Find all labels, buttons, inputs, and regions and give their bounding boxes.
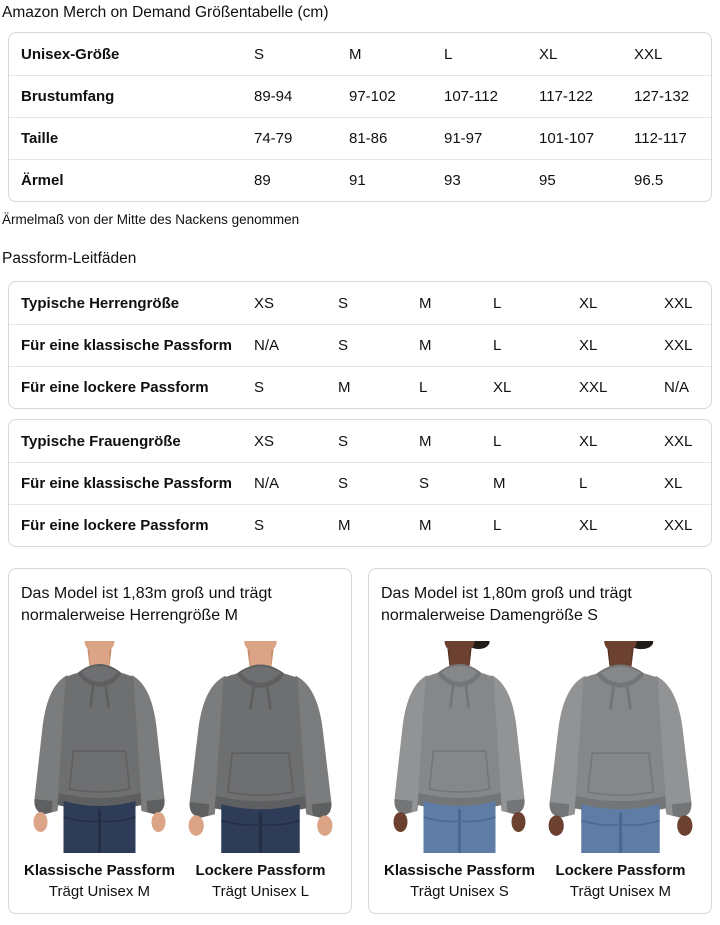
table-row-sleeve — [9, 159, 711, 201]
hoodie-model-illustration — [21, 641, 178, 853]
table-header-row — [9, 420, 711, 462]
cell: M — [493, 462, 579, 504]
cell: M — [338, 366, 419, 408]
hoodie-model-illustration — [182, 641, 339, 853]
model-description: Das Model ist 1,83m groß und trägt normalerweise Herrengröße M — [21, 585, 272, 624]
cell: 95 — [539, 159, 634, 201]
cell: 101-107 — [539, 117, 634, 159]
cell: S — [254, 504, 338, 546]
size-col-header: M — [419, 432, 432, 450]
row-label: Für eine lockere Passform — [9, 366, 254, 408]
model-figures — [381, 641, 699, 903]
cell: XXL — [664, 324, 711, 366]
cell: XL — [579, 324, 664, 366]
table-row-loose-fit — [9, 366, 711, 408]
size-col-header: S — [338, 294, 349, 312]
cell: XL — [664, 462, 711, 504]
model-photo-man-classic — [21, 641, 178, 853]
figure-classic-fit — [381, 641, 538, 903]
cell: 81-86 — [349, 117, 444, 159]
cell: M — [419, 504, 493, 546]
cell: S — [338, 462, 419, 504]
female-model-card — [368, 568, 712, 914]
table-row-classic-fit — [9, 324, 711, 366]
row-label: Taille — [9, 117, 254, 159]
size-col-header: L — [493, 294, 502, 312]
cell: M — [419, 324, 493, 366]
model-description: Das Model ist 1,80m groß und trägt normalerweise Damengröße S — [381, 585, 632, 624]
figure-loose-fit — [542, 641, 699, 903]
size-col-header: XS — [254, 294, 275, 312]
size-caption: Trägt Unisex M — [569, 883, 672, 900]
cell: 96.5 — [634, 159, 711, 201]
male-model-card — [8, 568, 352, 914]
figure-loose-fit — [182, 641, 339, 903]
table-row-loose-fit — [9, 504, 711, 546]
row-label: Brustumfang — [9, 75, 254, 117]
model-photo-woman-classic — [381, 641, 538, 853]
cell: S — [254, 366, 338, 408]
fit-caption: Lockere Passform — [195, 862, 326, 879]
womens-fit-table — [8, 419, 712, 547]
cell: 127-132 — [634, 75, 711, 117]
column-header-label: Unisex-Größe — [21, 45, 120, 63]
cell: XXL — [664, 504, 711, 546]
table-header-row — [9, 282, 711, 324]
row-label: Für eine lockere Passform — [9, 504, 254, 546]
size-col-header: XL — [539, 45, 558, 63]
cell: S — [338, 324, 419, 366]
size-col-header: XS — [254, 432, 275, 450]
size-caption: Trägt Unisex L — [212, 883, 309, 900]
column-header-label: Typische Herrengröße — [21, 294, 180, 312]
table-row-waist — [9, 117, 711, 159]
cell: L — [493, 324, 579, 366]
hoodie-model-illustration — [542, 641, 699, 853]
cell: XXL — [579, 366, 664, 408]
cell: N/A — [664, 366, 711, 408]
model-photo-woman-loose — [542, 641, 699, 853]
cell: 91 — [349, 159, 444, 201]
size-col-header: XL — [579, 432, 598, 450]
cell: 117-122 — [539, 75, 634, 117]
size-caption: Trägt Unisex S — [410, 883, 509, 900]
row-label: Ärmel — [9, 159, 254, 201]
table-header-row — [9, 33, 711, 75]
size-col-header: S — [254, 45, 265, 63]
cell: 93 — [444, 159, 539, 201]
fit-guides-heading: Passform-Leitfäden — [2, 250, 137, 267]
size-col-header: XXL — [664, 294, 693, 312]
cell: XL — [579, 504, 664, 546]
size-col-header: L — [493, 432, 502, 450]
cell: 91-97 — [444, 117, 539, 159]
cell: N/A — [254, 324, 338, 366]
cell: 89 — [254, 159, 349, 201]
unisex-size-table — [8, 32, 712, 202]
cell: 97-102 — [349, 75, 444, 117]
size-col-header: L — [444, 45, 453, 63]
size-col-header: M — [419, 294, 432, 312]
fit-caption: Klassische Passform — [384, 862, 535, 879]
cell: L — [419, 366, 493, 408]
cell: L — [493, 504, 579, 546]
size-col-header: XXL — [664, 432, 693, 450]
model-figures — [21, 641, 339, 903]
size-col-header: M — [349, 45, 362, 63]
model-cards — [8, 568, 712, 914]
mens-fit-table — [8, 281, 712, 409]
size-col-header: XXL — [634, 45, 663, 63]
cell: L — [579, 462, 664, 504]
size-caption: Trägt Unisex M — [48, 883, 151, 900]
cell: S — [419, 462, 493, 504]
hoodie-model-illustration — [381, 641, 538, 853]
cell: 74-79 — [254, 117, 349, 159]
column-header-label: Typische Frauengröße — [21, 432, 181, 450]
size-col-header: S — [338, 432, 349, 450]
sleeve-measure-note: Ärmelmaß von der Mitte des Nackens genommen — [2, 212, 300, 227]
model-photo-man-loose — [182, 641, 339, 853]
cell: 89-94 — [254, 75, 349, 117]
cell: 112-117 — [634, 117, 711, 159]
table-row-chest — [9, 75, 711, 117]
cell: N/A — [254, 462, 338, 504]
cell: M — [338, 504, 419, 546]
row-label: Für eine klassische Passform — [9, 462, 254, 504]
size-col-header: XL — [579, 294, 598, 312]
figure-classic-fit — [21, 641, 178, 903]
fit-caption: Lockere Passform — [555, 862, 686, 879]
table-row-classic-fit — [9, 462, 711, 504]
fit-caption: Klassische Passform — [24, 862, 175, 879]
row-label: Für eine klassische Passform — [9, 324, 254, 366]
cell: 107-112 — [444, 75, 539, 117]
page-title: Amazon Merch on Demand Größentabelle (cm) — [2, 4, 329, 21]
cell: XL — [493, 366, 579, 408]
